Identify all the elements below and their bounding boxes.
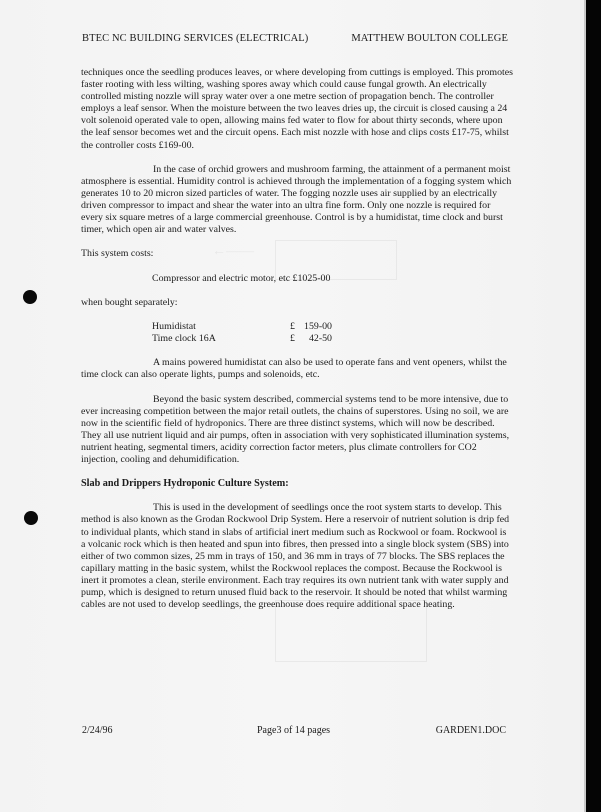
price-table	[152, 321, 332, 345]
binder-hole	[24, 511, 38, 525]
price-item: Humidistat	[152, 320, 196, 332]
paragraph-hydroponics: Beyond the basic system described, commercial systems tend to be more intensive, due to ever increasing competition between the major retail outlets, the chains of superstores. Using no soil, we are now in the scientific field of hydroponics. There are three distinct systems, which will now be described. They all use nutrient liquid and air pumps, often in association with very sophisticated illumination systems, nutrient heating, segmental timers, acidity correction factor meters, plus climate controllers for CO2 injection, cooling and dehumidification.	[81, 393, 510, 465]
footer-page-number: Page3 of 14 pages	[257, 725, 331, 736]
footer-date: 2/24/96	[82, 725, 113, 736]
college-name: MATTHEW BOULTON COLLEGE	[351, 33, 508, 44]
section-heading: Slab and Drippers Hydroponic Culture System:	[81, 478, 289, 490]
price-row	[152, 333, 332, 345]
separately-label: when bought separately:	[81, 296, 178, 308]
compressor-cost-line: Compressor and electric motor, etc £1025-00	[152, 272, 331, 284]
binder-hole	[23, 290, 37, 304]
bleed-through-arrow: ←——	[212, 244, 254, 259]
system-costs-label: This system costs:	[81, 248, 154, 260]
price-item: Time clock 16A	[152, 333, 216, 345]
footer-filename: GARDEN1.DOC	[435, 725, 506, 736]
paragraph-humidistat: A mains powered humidistat can also be used to operate fans and vent openers, whilst the time clock can also operate lights, pumps and solenoids, etc.	[81, 357, 507, 381]
price-row	[152, 321, 332, 333]
price-currency: £	[290, 320, 295, 332]
price-currency: £	[290, 333, 295, 345]
document-header	[82, 33, 508, 44]
paragraph-slab-drippers: This is used in the development of seedlings once the root system starts to develop. This method is also known as the Grodan Rockwool Drip System. Here a reservoir of nutrient solution is drip fed to individual plants, which stand in slabs of artificial inert medium such as Rockwool or foam. Rockwool is a volcanic rock which is then heated and spun into fibres, then pressed into a single block system (SBS) into either of two common sizes, 25 mm in trays of 150, and 36 mm in trays of 77 blocks. The SBS replaces the capillary matting in the basic system, whilst the Rockwool replaces the compost. Because the Rockwool is inert it promotes a clean, sterile environment. Each tray requires its own nutrient tank with water supply and pump, which is designed to return unused fluid back to the reservoir. It should be noted that whilst warming cables are not used to develop seedlings, the greenhouse does require additional space heating.	[81, 502, 510, 611]
paragraph-misting: techniques once the seedling produces leaves, or where developing from cuttings is employed. This promotes faster rooting with less wilting, washing spores away which could cause fungal growth. An electrically controlled misting nozzle will spray water over a one metre section of propagation bench. The controller employs a leaf sensor. When the moisture between the two leaves dries up, the circuit is closed causing a 24 volt solenoid operated vale to open, allowing mains fed water to flow for about thirty seconds, where upon the leaf sensor becomes wet and the circuit opens. Each mist nozzle with hose and clips costs £17-75, whilst the controller costs £169-00.	[81, 67, 514, 151]
course-title: BTEC NC BUILDING SERVICES (ELECTRICAL)	[82, 33, 309, 44]
price-value: 42-50	[308, 333, 332, 345]
paragraph-fogging: In the case of orchid growers and mushroom farming, the attainment of a permanent moist atmosphere is essential. Humidity control is achieved through the implementation of a fogging system which generates 10 to 20 micron sized particles of water. The fogging nozzle uses air supplied by an electrically driven compressor to impact and shear the water into an ultra fine form. Only one nozzle is required for every six square metres of a large commercial greenhouse. Control is by a humidistat, time clock and burst timer, which open air and water valves.	[81, 163, 512, 236]
scan-edge-shadow	[586, 0, 601, 812]
document-body	[81, 67, 513, 611]
price-value: 159-00	[304, 320, 332, 332]
